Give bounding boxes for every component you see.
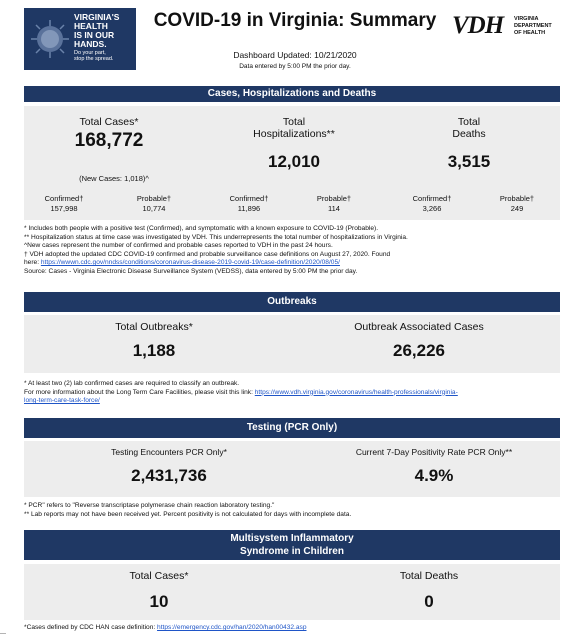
deaths-confirmed: Confirmed† 3,266 [412,194,452,213]
vdh-logo [452,12,564,42]
hospitalizations-label-line2: Hospitalizations** [253,128,335,140]
positivity-rate-label: Current 7-Day Positivity Rate PCR Only** [355,447,513,457]
vdh-subtitle: VIRGINIA DEPARTMENT OF HEALTH [514,16,552,36]
total-outbreaks-label: Total Outbreaks* [115,321,193,333]
misc-deaths-label: Total Deaths [399,570,459,582]
logo-tagline: Do your part, stop the spread. [74,50,114,62]
cases-confirmed: Confirmed† 157,998 [44,194,84,213]
testing-encounters-value: 2,431,736 [131,466,207,485]
outbreaks-footnotes: * At least two (2) lab confirmed cases are required to classify an outbreak. For more information about the Long Term Care Facilities, please visit this link: https://www.vdh.virginia.gov/coronavirus/health-professionals/virginia- long-term-care-task-force/ [24,380,458,405]
deaths-label-line1: Total [457,116,481,128]
hospitalizations-label-line1: Total [282,116,306,128]
positivity-rate-value: 4.9% [414,466,454,485]
page-header [0,0,576,82]
misc-section-heading: Multisystem Inflammatory Syndrome in Children [24,530,560,560]
hospitalizations-value: 12,010 [268,152,320,171]
cdc-case-definition-link[interactable]: https://wwwn.cdc.gov/nndss/conditions/coronavirus-disease-2019-covid-19/case-definition/2020/08/05/ [40,259,340,267]
new-cases: (New Cases: 1,018)^ [79,174,149,183]
misc-cases-label: Total Cases* [129,570,189,582]
health-in-our-hands-logo [24,8,136,70]
total-cases-label: Total Cases* [79,116,139,128]
total-outbreaks-value: 1,188 [132,341,176,360]
misc-footnote: *Cases defined by CDC HAN case definition: https://emergency.cdc.gov/han/2020/han00432.asp [24,624,307,631]
data-entered-note: Data entered by 5:00 PM the prior day. [239,63,351,70]
total-cases-value: 168,772 [74,130,144,151]
logo-text: VIRGINIA'S HEALTH IS IN OUR HANDS. [74,12,120,49]
testing-encounters-label: Testing Encounters PCR Only* [111,447,227,457]
misc-panel [24,564,560,620]
cdc-han-link[interactable]: https://emergency.cdc.gov/han/2020/han00432.asp [157,624,307,631]
virus-icon [27,12,73,66]
hospitalizations-probable: Probable† 114 [316,194,352,213]
testing-footnotes: * PCR" refers to "Reverse transcriptase polymerase chain reaction laboratory testing." ** Lab reports may not have been received yet. Percent positivity is not calculated for days with incomplete data. [24,502,352,518]
testing-panel [24,441,560,497]
misc-cases-value: 10 [149,592,169,611]
ltc-task-force-link-cont[interactable]: long-term-care-task-force/ [24,397,100,405]
cases-probable: Probable† 10,774 [136,194,172,213]
outbreak-cases-value: 26,226 [393,341,445,360]
testing-section-heading: Testing (PCR Only) [24,418,560,438]
deaths-label-line2: Deaths [452,128,486,140]
dashboard-updated: Dashboard Updated: 10/21/2020 [233,50,357,60]
outbreak-cases-label: Outbreak Associated Cases [354,321,484,333]
page-title: COVID-19 in Virginia: Summary [153,10,437,31]
misc-deaths-value: 0 [424,592,434,611]
outbreaks-panel [24,315,560,373]
ltc-task-force-link[interactable]: https://www.vdh.virginia.gov/coronavirus/health-professionals/virginia- [254,388,458,396]
cases-footnotes: * Includes both people with a positive test (Confirmed), and symptomatic with a known exposure to COVID-19 (Probable). ** Hospitalization status at time case was investigated by VDH. This underrepresents the total number of hospitalizations in Virginia. ^New cases represent the number of confirmed and probable cases reported to VDH in the past 24 hours. † VDH adopted the updated CDC COVID-19 confirmed and probable surveillance case definitions on August 27, 2020. Found here: https://wwwn.cdc.gov/nndss/conditions/coronavirus-disease-2019-covid-19/case-definition/2020/08/05/ Source: Cases - Virginia Electronic Disease Surveillance System (VEDSS), data entered by 5:00 PM the prior day. [24,225,408,275]
deaths-value: 3,515 [447,152,491,171]
hospitalizations-confirmed: Confirmed† 11,896 [229,194,269,213]
deaths-probable: Probable† 249 [499,194,535,213]
cases-section-heading: Cases, Hospitalizations and Deaths [24,86,560,102]
cases-panel [24,106,560,220]
vdh-wordmark: VDH [452,12,504,39]
footer-mark: — [0,631,6,637]
outbreaks-section-heading: Outbreaks [24,292,560,312]
